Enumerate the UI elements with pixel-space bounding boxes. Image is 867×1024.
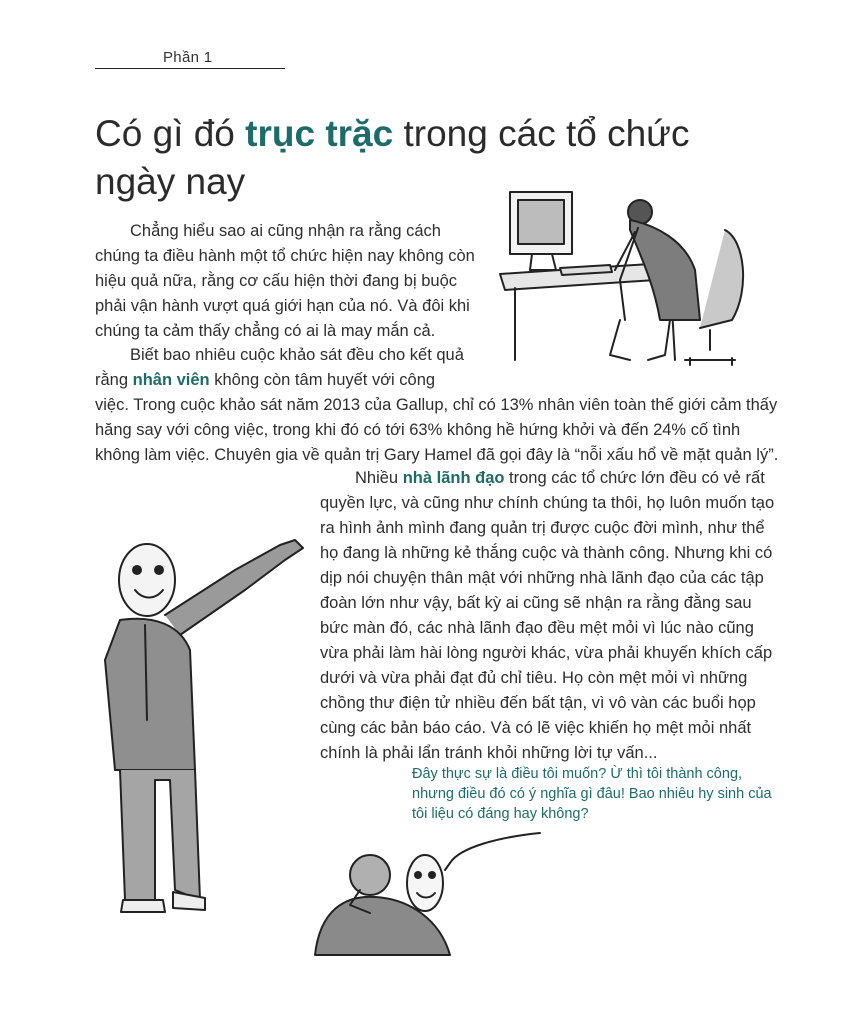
tired-man-at-desk-illustration [470,170,770,380]
title-text-before: Có gì đó [95,113,246,154]
paragraph-survey-text-after: không còn tâm huyết với công [209,371,436,389]
paragraph-survey-continued: việc. Trong cuộc khảo sát năm 2013 của Gallup, chỉ có 13% nhân viên toàn thế giới cảm thấy hăng say với công việc, trong khi đó có tới 63% không hề hứng khởi và đến 24% cố tình không làm việc. Chuyên gia về quản trị Gary Hamel đã gọi đây là “nỗi xấu hổ về mặt quản lý”. [95,396,779,464]
paragraph-leaders-text-before: Nhiều [355,469,403,487]
paragraph-leaders [320,466,780,766]
title-highlight: trục trặc [245,113,394,154]
header-rule [95,68,285,69]
paragraph-intro: Chẳng hiểu sao ai cũng nhận ra rằng cách chúng ta điều hành một tổ chức hiện nay không còn hiệu quả nữa, rằng cơ cấu hiện thời đang bị buộc phải vận hành vượt quá giới hạn của nó. Và đôi khi chúng ta cảm thấy chẳng có ai là may mắn cả. [95,222,475,340]
highlight-nha-lanh-dao: nhà lãnh đạo [402,469,505,487]
pointing-man-with-mask-illustration [85,520,315,930]
paragraph-leaders-text-after: trong các tổ chức lớn đều có vẻ rất quyền lực, và cũng như chính chúng ta thôi, họ luôn muốn tạo ra hình ảnh mình đang quản trị được cuộc đời mình, như thể họ đang là những kẻ thắng cuộc và thành công. Nhưng khi có dịp nói chuyện thân mật với những nhà lãnh đạo của các tập đoàn lớn như vậy, bất kỳ ai cũng sẽ nhận ra rằng đằng sau bức màn đó, các nhà lãnh đạo đều mệt mỏi vì lúc nào cũng vừa phải làm hài lòng người khác, vừa phải khuyến khích cấp dưới và vừa phải đạt đủ chỉ tiêu. Họ còn mệt mỏi vì những chồng thư điện tử nhiều đến bất tận, vì vô vàn các buổi họp cùng các bản báo cáo. Và có lẽ việc khiến họ mệt mỏi nhất chính là phải lẩn tránh khỏi những lời tự vấn... [320,469,775,762]
title-text-after: trong các tổ chức ngày nay [95,113,690,202]
sad-man-with-mask-illustration [300,825,560,960]
speech-bubble-text: Đây thực sự là điều tôi muốn? Ừ thì tôi thành công, nhưng điều đó có ý nghĩa gì đâu! Bao nhiêu hy sinh của tôi liệu có đáng hay không? [412,766,772,822]
highlight-nhan-vien: nhân viên [132,371,210,389]
paragraph-survey-text-before: Biết bao nhiêu cuộc khảo sát đều cho kết quả rằng [95,346,464,389]
part-label: Phần 1 [163,49,213,66]
paragraph-survey [95,343,475,393]
